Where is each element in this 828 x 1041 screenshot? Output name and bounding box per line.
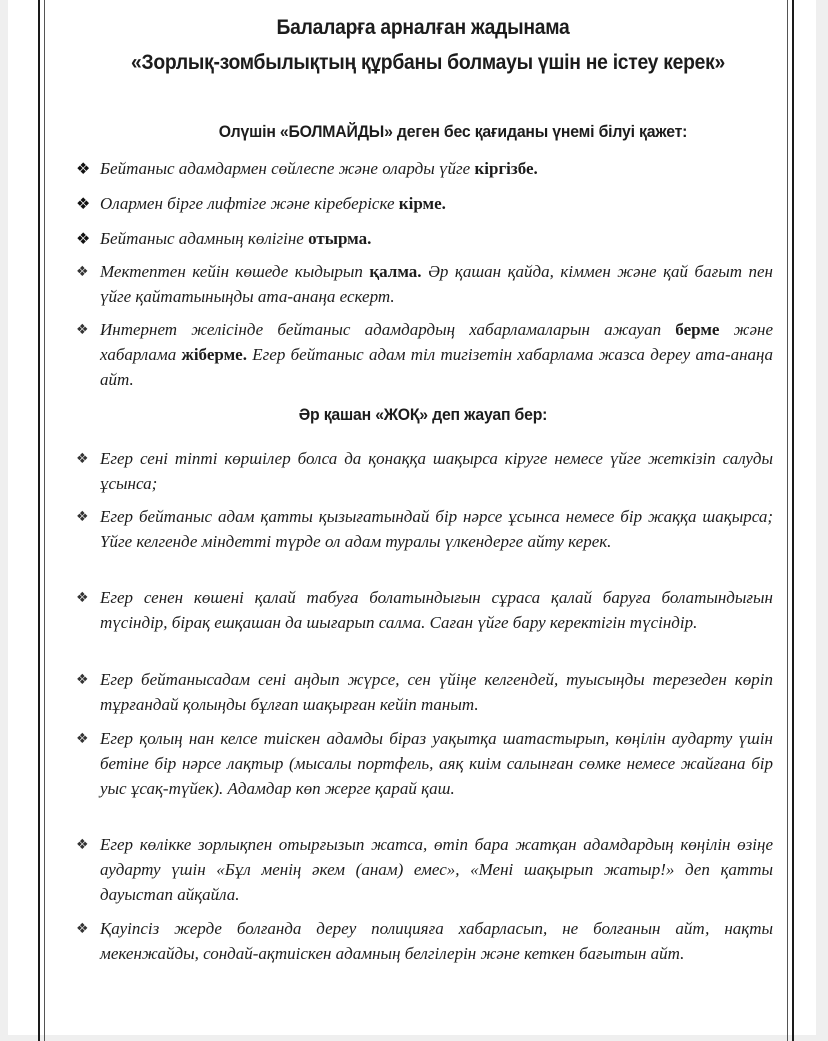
list-item-text: Олармен бірге лифтіге және кіреберіске кірме.: [100, 194, 446, 213]
hollow-diamond-bullet-icon: ❖: [76, 590, 89, 606]
filled-diamond-bullet-icon: ❖: [76, 194, 91, 213]
filled-diamond-bullet-icon: ❖: [76, 159, 91, 178]
document-subtitle: «Зорлық-зомбылықтың құрбаны болмауы үшін не істеу керек»: [131, 51, 725, 74]
list-item: [76, 191, 773, 216]
filled-diamond-bullet-icon: ❖: [76, 229, 91, 248]
list-item: [76, 585, 773, 635]
document-page: [8, 0, 816, 1035]
list-item-text: Егер сені тіпті көршілер болса да қонаққа шақырса кіруге немесе үйге жеткізіп салуды ұсынса;: [100, 449, 773, 493]
emphasis: отырма.: [308, 229, 372, 248]
list-item: [76, 916, 773, 966]
list-item-text: Мектептен кейін көшеде кыдырып қалма. Әр қашан қайда, кіммен және қай бағыт пен үйге қайтатыныңды ата-анаңа ескерт.: [100, 262, 773, 306]
emphasis: кіргізбе.: [474, 159, 538, 178]
emphasis: кірме.: [398, 194, 446, 213]
list-item-text: Бейтаныс адамның көлігіне отырма.: [100, 229, 372, 248]
list-item-text: Егер сенен көшені қалай табуға болатындығын сұраса қалай баруға болатындығын түсіндір, бірақ ешқашан да шығарып салма. Саған үйге бару керектігін түсіндір.: [100, 588, 773, 632]
list-item-text: Егер көлікке зорлықпен отырғызып жатса, өтіп бара жатқан адамдардың көңілін өзіңе аударту үшін «Бұл менің әкем (анам) емес», «Мені шақырып жатыр!» деп қатты дауыстап айқайла.: [100, 835, 773, 904]
list-item: [76, 317, 773, 392]
emphasis: жіберме.: [181, 345, 247, 364]
list-item: [76, 667, 773, 717]
list-item-text: Егер қолың нан келсе тиіскен адамды біраз уақытқа шатастырып, көңілін аударту үшін бетіне бір нәрсе лақтыр (мысалы портфель, аяқ киім салынған сөмке немесе жайғана бір уыс ұсақ-түйек). Адамдар көп жерге қарай қаш.: [100, 729, 773, 798]
hollow-diamond-bullet-icon: ❖: [76, 451, 89, 467]
section-heading-rules: Олүшін «БОЛМАЙДЫ» деген бес қағиданы үнемі білуі қажет:: [218, 122, 688, 141]
section-heading-say-no: Әр қашан «ЖОҚ» деп жауап бер:: [298, 405, 548, 424]
emphasis: қалма.: [369, 262, 422, 281]
hollow-diamond-bullet-icon: ❖: [76, 921, 89, 937]
hollow-diamond-bullet-icon: ❖: [76, 672, 89, 688]
list-item-text: Егер бейтанысадам сені аңдып жүрсе, сен үйіңе келгендей, туысыңды терезеден көріп тұрғандай қолыңды бұлғап шақырған кейіп таныт.: [100, 670, 773, 714]
list-item: [76, 259, 773, 309]
emphasis: берме: [675, 320, 720, 339]
hollow-diamond-bullet-icon: ❖: [76, 322, 89, 338]
list-item: [76, 156, 773, 181]
list-item-text: Бейтаныс адамдармен сөйлеспе және оларды үйге кіргізбе.: [100, 159, 538, 178]
hollow-diamond-bullet-icon: ❖: [76, 264, 89, 280]
hollow-diamond-bullet-icon: ❖: [76, 731, 89, 747]
list-item: [76, 726, 773, 801]
list-item: [76, 446, 773, 496]
list-item-text: Интернет желісінде бейтаныс адамдардың хабарламаларын ажауап берме және хабарлама жіберме. Егер бейтаныс адам тіл тигізетін хабарлама жазса дереу ата-анаңа айт.: [100, 320, 773, 389]
list-item: [76, 504, 773, 554]
hollow-diamond-bullet-icon: ❖: [76, 837, 89, 853]
hollow-diamond-bullet-icon: ❖: [76, 509, 89, 525]
list-item: [76, 226, 773, 251]
document-title: Балаларға арналған жадынама: [276, 16, 570, 39]
list-item: [76, 832, 773, 907]
list-item-text: Қауіпсіз жерде болғанда дереу полицияға хабарласып, не болғанын айт, нақты мекенжайды, сондай-ақтиіскен адамның белгілерін және кеткен бағытын айт.: [100, 919, 773, 963]
list-item-text: Егер бейтаныс адам қатты қызығатындай бір нәрсе ұсынса немесе бір жаққа шақырса; Үйге келгенде міндетті түрде ол адам туралы үлкендерге айту керек.: [100, 507, 773, 551]
